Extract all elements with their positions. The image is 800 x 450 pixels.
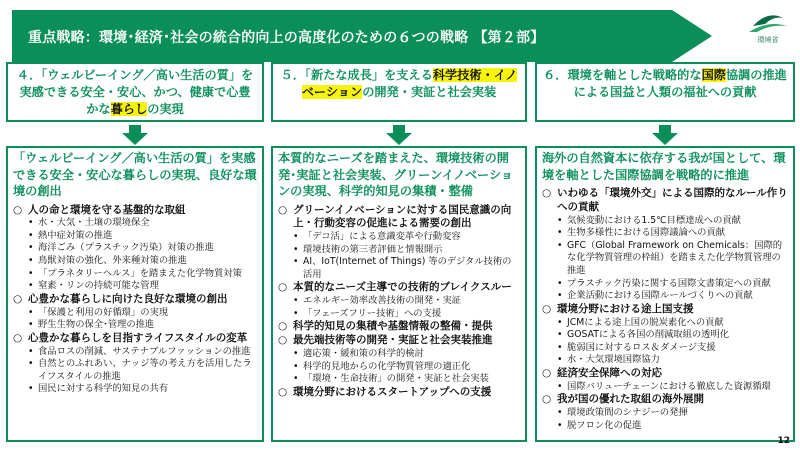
list-subitem: • 「デコ活」による意識変革や行動変容 [278,231,520,244]
list-subitem: • 窒素・リンの持続可能な管理 [13,280,257,293]
column-header-text: の開発・実証と社会実装 [362,85,497,99]
down-arrow-icon [652,125,678,145]
list-item: ○ 経済安全保障への対応 [542,367,788,381]
column-header-highlight: 科学技術・イノベーション [301,68,518,99]
column-header-text: 協調の推進による国益と人類の福祉への貢献 [573,68,787,99]
list-subitem: • 生物多様性における国際議論への貢献 [542,227,788,240]
list-subitem: • 「プラネタリーヘルス」を踏まえた化学物質対策 [13,268,257,281]
column-header-6 [535,62,795,122]
list-item: ○ 心豊かな暮らしに向けた良好な環境の創出 [13,293,257,307]
box-heading: 「ウェルビーイング／高い生活の質」を実感できる安全・安心な暮らしの実現、良好な環境の創出 [13,151,257,198]
list-subitem: • 国民に対する科学的知見の共有 [13,383,257,396]
list-subitem: • 「環境・生命技術」の開発・実証と社会実装 [278,373,520,386]
list-subitem: • 科学的見地からの化学物質管理の適正化 [278,361,520,374]
title-banner [12,10,712,62]
list-subitem: • 鳥獣対策の強化、外来種対策の推進 [13,255,257,268]
column-header-highlight: 国際 [701,68,726,82]
column-header-highlight: 暮らし [110,102,148,116]
ministry-logo [743,8,793,48]
box-heading: 本質的なニーズを踏まえた、環境技術の開発･実証と社会実装、グリーンイノベーションの実現、科学的知見の集積・整備 [278,151,514,198]
content-box-5 [271,146,527,442]
list-item: ○ いわゆる「環境外交」による国際的なルール作りへの貢献 [542,187,788,215]
column-header-text: ４．「ウェルビーイング／高い生活の質」を実感できる安全・安心、かつ、健康で心豊かな [16,68,254,116]
list-subitem: • 食品ロスの削減、サステナブルファッションの推進 [13,346,257,359]
list-subitem: • AI、IoT(Internet of Things) 等のデジタル技術の活用 [278,256,520,281]
column-header-text: ５．「新たな成長」を支える [280,68,433,82]
content-box-4 [6,146,264,442]
list-subitem: • プラスチック汚染に関する国際文書策定への貢献 [542,278,788,291]
content-box-6 [535,146,795,442]
list-subitem: • 脆弱国に対するロス＆ダメージ支援 [542,342,788,355]
list-subitem: • 「フェーズフリー技術」への支援 [278,308,520,321]
list-subitem: • 企業活動における国際ルールづくりへの貢献 [542,290,788,303]
list-item: ○ 本質的なニーズ主導での技術的ブレイクスルー [278,281,520,295]
item-list [13,204,257,397]
column-header-4 [6,62,264,122]
list-subitem: • 環境政策間のシナジーの発揮 [542,407,788,420]
list-item: ○ 環境分野における途上国支援 [542,303,788,317]
list-subitem: • 自然とのふれあい、ナッジ等の考え方を活用したライフスタイルの推進 [13,358,257,383]
list-item: ○ 心豊かな暮らしを目指すライフスタイルの変革 [13,332,257,346]
page-number: 12 [777,436,790,446]
item-list [278,204,520,400]
list-subitem: • 国際バリューチェーンにおける徹底した資源循環 [542,381,788,394]
list-item: ○ 最先端技術等の開発・実証と社会実装推進 [278,334,520,348]
list-item: ○ 科学的知見の集積や基盤情報の整備・提供 [278,320,520,334]
ministry-logo-icon [743,8,793,36]
list-subitem: • 「保護と利用の好循環」の実現 [13,307,257,320]
list-subitem: • 水・大気環境国際協力 [542,354,788,367]
list-item: ○ 人の命と環境を守る基盤的な取組 [13,204,257,218]
list-item: ○ 環境分野におけるスタートアップへの支援 [278,386,520,400]
box-heading: 海外の自然資本に依存する我が国として、環境を軸とした国際協調を戦略的に推進 [542,151,786,182]
item-list [542,187,788,432]
list-item: ○ 我が国の優れた取組の海外展開 [542,393,788,407]
list-subitem: • 海洋ごみ（プラスチック汚染）対策の推進 [13,242,257,255]
list-subitem: • GOSATによる各国の削減取組の透明化 [542,329,788,342]
ministry-logo-text: 環境省 [757,36,779,44]
list-subitem: • 野生生物の保全･管理の推進 [13,319,257,332]
column-header-5 [271,62,527,122]
list-subitem: • エネルギー効率改善技術の開発・実証 [278,295,520,308]
list-subitem: • GFC（Global Framework on Chemicals：国際的な化学物質管理の枠組）を踏まえた化学物質管理の推進 [542,240,788,278]
list-subitem: • 脱フロン化の促進 [542,420,788,433]
list-subitem: • 気候変動における1.5℃目標達成への貢献 [542,215,788,228]
list-subitem: • JCMによる途上国の脱炭素化への貢献 [542,317,788,330]
column-header-text: ６．環境を軸とした戦略的な [543,68,702,82]
list-subitem: • 熱中症対策の推進 [13,230,257,243]
down-arrow-icon [122,125,148,145]
list-subitem: • 環境技術の第三者評価と情報開示 [278,244,520,257]
column-header-text: の実現 [147,102,184,116]
list-subitem: • 適応策・緩和策の科学的検討 [278,348,520,361]
down-arrow-icon [386,125,412,145]
list-item: ○ グリーンイノベーションに対する国民意識の向上・行動変容の促進による需要の創出 [278,204,520,232]
page-title: 重点戦略：環境･経済･社会の統合的向上の高度化のための６つの戦略 【第２部】 [28,30,545,46]
list-subitem: • 水・大気・土壌の環境保全 [13,217,257,230]
